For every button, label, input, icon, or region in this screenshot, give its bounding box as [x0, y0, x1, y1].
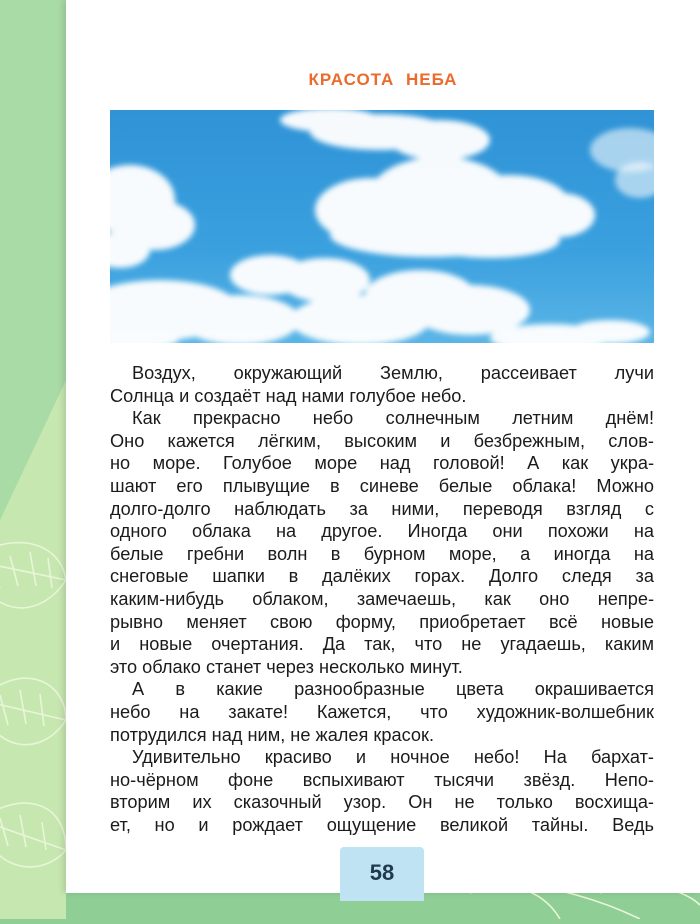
paragraph — [110, 678, 654, 746]
text-line: Воздух, окружающий Землю, рассеивает лучи — [132, 363, 654, 383]
text-line: небо на закате! Кажется, что художник-волшебник — [110, 701, 654, 722]
text-line: белые гребни волн в бурном море, а иногда на — [110, 543, 654, 564]
page-title: КРАСОТА НЕБА — [308, 70, 458, 89]
text-line: но-чёрном фоне вспыхивают тысячи звёзд. Непо- — [110, 769, 654, 790]
text-line: рывно меняет свою форму, приобретает всё новые — [110, 611, 654, 632]
text-line: шают его плывущие в синеве белые облака! Можно — [110, 475, 654, 496]
text-line: долго-долго наблюдать за ними, переводя взгляд с — [110, 498, 654, 519]
paragraph — [110, 362, 654, 407]
article-text — [110, 362, 654, 836]
text-line: Как прекрасно небо солнечным летним днём! — [132, 408, 654, 429]
text-line: Удивительно красиво и ночное небо! На бархат- — [132, 747, 654, 768]
text-line: Оно кажется лёгким, высоким и безбрежным, слов- — [110, 430, 654, 451]
text-line: снеговые шапки в далёких горах. Долго следя за — [110, 566, 654, 587]
text-line: но море. Голубое море над головой! А как укра- — [110, 453, 654, 474]
paragraph — [110, 746, 654, 836]
text-line: каким-нибудь облаком, замечаешь, как оно непре- — [110, 588, 654, 609]
sky-clouds-photo — [110, 110, 654, 343]
page-number: 58 — [369, 860, 395, 885]
text-line: потрудился над ним, не жалея красок. — [110, 724, 435, 745]
text-line: и новые очертания. Да так, что не угадаешь, каким — [110, 634, 654, 655]
text-line: это облако станет через несколько минут. — [110, 656, 463, 677]
text-line: А в какие разнообразные цвета окрашивается — [132, 679, 654, 700]
text-line: ет, но и рождает ощущение великой тайны. Ведь — [110, 814, 654, 835]
text-line: вторим их сказочный узор. Он не только восхища- — [110, 792, 654, 813]
text-line: Солнца и создаёт над нами голубое небо. — [110, 385, 467, 406]
paragraph — [110, 407, 654, 678]
text-line: одного облака на другое. Иногда они похожи на — [110, 521, 654, 542]
